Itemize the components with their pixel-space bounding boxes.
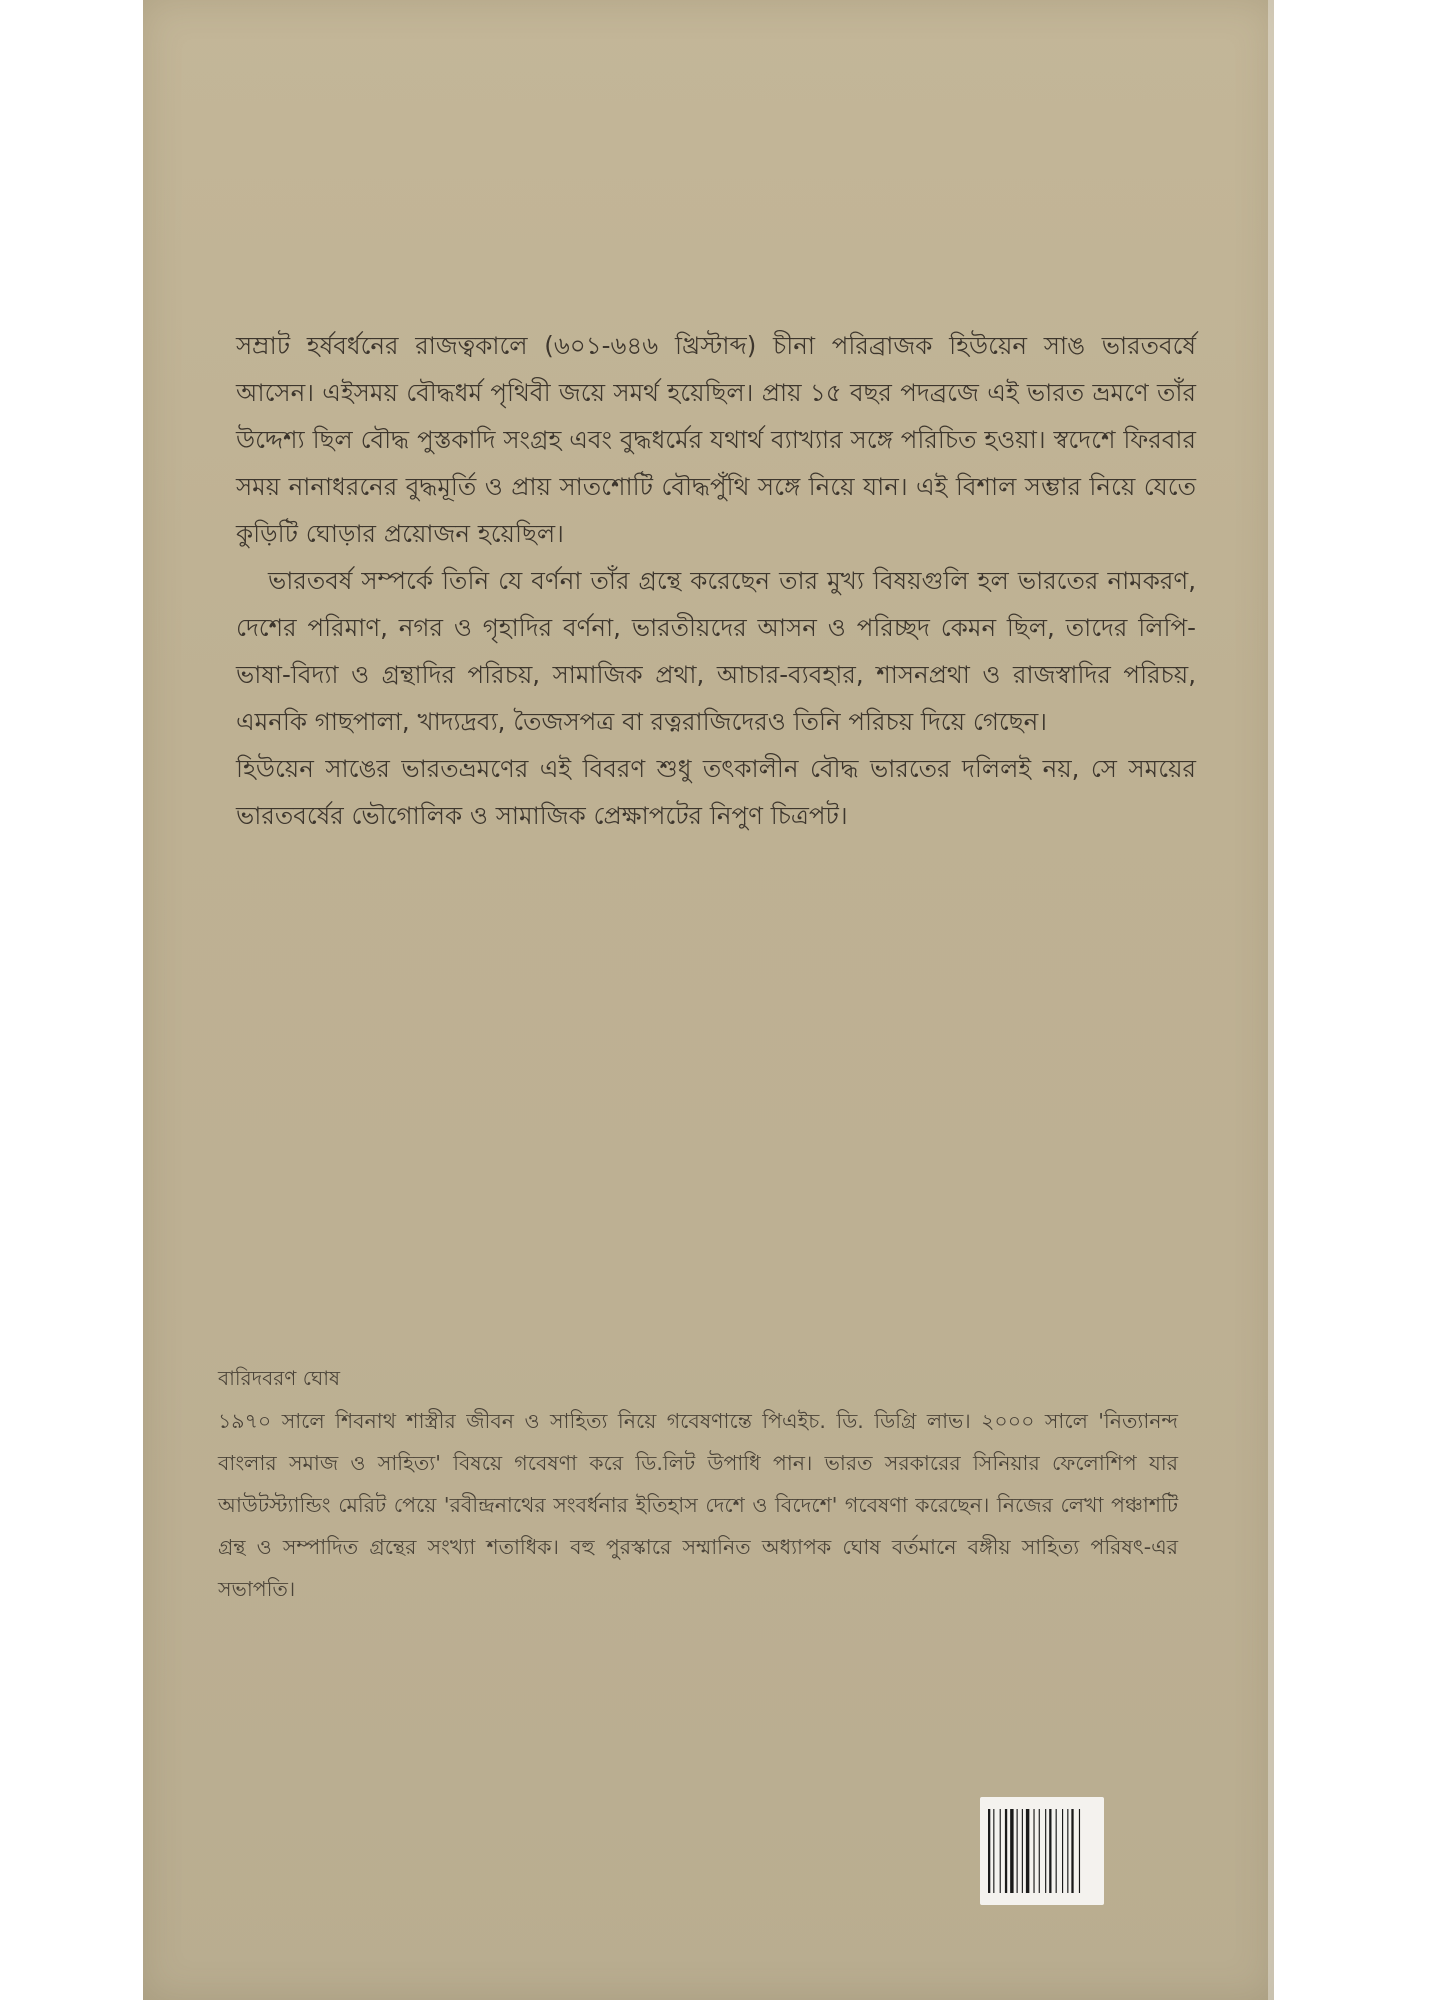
author-section	[218, 1360, 1178, 1610]
book-blurb	[236, 322, 1196, 839]
barcode-bar	[1071, 1809, 1073, 1893]
blurb-paragraph-1: সম্রাট হর্ষবর্ধনের রাজত্বকালে (৬০১-৬৪৬ খ্রিস্টাব্দ) চীনা পরিব্রাজক হিউয়েন সাঙ ভারতবর্ষে আসেন। এইসময় বৌদ্ধধর্ম পৃথিবী জয়ে সমর্থ হয়েছিল। প্রায় ১৫ বছর পদব্রজে এই ভারত ভ্রমণে তাঁর উদ্দেশ্য ছিল বৌদ্ধ পুস্তকাদি সংগ্রহ এবং বুদ্ধধর্মের যথার্থ ব্যাখ্যার সঙ্গে পরিচিত হওয়া। স্বদেশে ফিরবার সময় নানাধরনের বুদ্ধমূর্তি ও প্রায় সাতশোটি বৌদ্ধপুঁথি সঙ্গে নিয়ে যান। এই বিশাল সম্ভার নিয়ে যেতে কুড়িটি ঘোড়ার প্রয়োজন হয়েছিল।	[236, 331, 1196, 548]
blurb-paragraph-2: ভারতবর্ষ সম্পর্কে তিনি যে বর্ণনা তাঁর গ্রন্থে করেছেন তার মুখ্য বিষয়গুলি হল ভারতের নামকরণ, দেশের পরিমাণ, নগর ও গৃহাদির বর্ণনা, ভারতীয়দের আসন ও পরিচ্ছদ কেমন ছিল, তাদের লিপি-ভাষা-বিদ্যা ও গ্রন্থাদির পরিচয়, সামাজিক প্রথা, আচার-ব্যবহার, শাসনপ্রথা ও রাজস্বাদির পরিচয়, এমনকি গাছপালা, খাদ্যদ্রব্য, তৈজসপত্র বা রত্নরাজিদেরও তিনি পরিচয় দিয়ে গেছেন।	[236, 566, 1196, 736]
barcode-bar	[988, 1809, 990, 1893]
back-cover	[143, 0, 1274, 2000]
barcode-bar	[1026, 1809, 1029, 1893]
barcode-bar	[1045, 1809, 1046, 1893]
barcode-bar	[1033, 1809, 1034, 1893]
barcode-bar	[1022, 1809, 1023, 1893]
barcode-bar	[1062, 1809, 1063, 1893]
blurb-paragraph-3: হিউয়েন সাঙের ভারতভ্রমণের এই বিবরণ শুধু তৎকালীন বৌদ্ধ ভারতের দলিলই নয়, সে সময়ের ভারতবর্ষের ভৌগোলিক ও সামাজিক প্রেক্ষাপটের নিপুণ চিত্রপট।	[236, 754, 1196, 830]
author-name: বারিদবরণ ঘোষ	[218, 1366, 341, 1390]
isbn-barcode-icon	[980, 1797, 1104, 1905]
barcode-bar	[1010, 1809, 1013, 1893]
barcode-bar	[1005, 1809, 1007, 1893]
barcode-bar	[1079, 1809, 1080, 1893]
barcode-bar	[1067, 1809, 1068, 1893]
barcode-bar	[1000, 1809, 1001, 1893]
author-bio: ১৯৭০ সালে শিবনাথ শাস্ত্রীর জীবন ও সাহিত্য নিয়ে গবেষণান্তে পিএইচ. ডি. ডিগ্রি লাভ। ২০০০ সালে 'নিত্যানন্দ বাংলার সমাজ ও সাহিত্য' বিষয়ে গবেষণা করে ডি.লিট উপাধি পান। ভারত সরকারের সিনিয়ার ফেলোশিপ যার আউটস্ট্যান্ডিং মেরিট পেয়ে 'রবীন্দ্রনাথের সংবর্ধনার ইতিহাস দেশে ও বিদেশে' গবেষণা করেছেন। নিজের লেখা পঞ্চাশটি গ্রন্থ ও সম্পাদিত গ্রন্থের সংখ্যা শতাধিক। বহু পুরস্কারে সম্মানিত অধ্যাপক ঘোষ বর্তমানে বঙ্গীয় সাহিত্য পরিষৎ-এর সভাপতি।	[218, 1409, 1178, 1601]
barcode-bar	[1056, 1809, 1057, 1893]
barcode-bar	[1017, 1809, 1018, 1893]
barcode-graphic	[980, 1797, 1104, 1905]
barcode-bar	[1039, 1809, 1040, 1893]
barcode-bar	[1049, 1809, 1051, 1893]
barcode-bar	[993, 1809, 994, 1893]
